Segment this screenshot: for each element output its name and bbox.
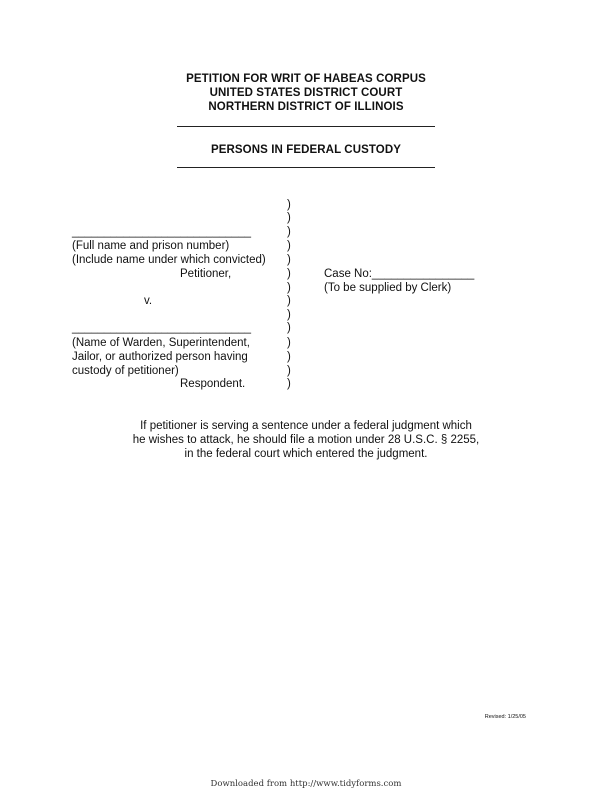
caption-paren: ) <box>287 240 291 252</box>
caption-paren: ) <box>287 226 291 238</box>
caption-paren: ) <box>287 212 291 224</box>
respondent-hint-jailor: Jailor, or authorized person having <box>72 351 248 363</box>
revision-date: Revised: 1/25/05 <box>484 714 526 720</box>
petitioner-role: Petitioner, <box>180 268 232 280</box>
caption-paren: ) <box>287 309 291 321</box>
caption-paren: ) <box>287 351 291 363</box>
instruction-line: If petitioner is serving a sentence under a federal judgment which <box>140 420 472 432</box>
case-number-hint: (To be supplied by Clerk) <box>324 282 452 294</box>
caption-paren: ) <box>287 268 291 280</box>
petitioner-hint-convicted: (Include name under which convicted) <box>72 254 266 266</box>
versus-label: v. <box>144 295 153 307</box>
download-footer: Downloaded from http://www.tidyforms.com <box>210 779 402 789</box>
header-divider-bottom <box>177 167 435 168</box>
caption-paren: ) <box>287 295 291 307</box>
instruction-line: he wishes to attack, he should file a motion under 28 U.S.C. § 2255, <box>132 434 480 446</box>
respondent-role: Respondent. <box>180 378 246 390</box>
court-name: UNITED STATES DISTRICT COURT <box>209 87 403 99</box>
case-number-field[interactable]: Case No:________________ <box>324 268 475 280</box>
district-name: NORTHERN DISTRICT OF ILLINOIS <box>208 101 404 113</box>
form-title: PETITION FOR WRIT OF HABEAS CORPUS <box>186 73 426 85</box>
respondent-hint-custody: custody of petitioner) <box>72 365 179 377</box>
caption-paren: ) <box>287 365 291 377</box>
caption-paren: ) <box>287 254 291 266</box>
respondent-hint-warden: (Name of Warden, Superintendent, <box>72 337 250 349</box>
petitioner-name-blank[interactable]: ____________________________ <box>72 226 252 238</box>
caption-paren: ) <box>287 322 291 334</box>
form-subtitle: PERSONS IN FEDERAL CUSTODY <box>210 144 402 156</box>
caption-paren: ) <box>287 199 291 211</box>
petitioner-hint-name: (Full name and prison number) <box>72 240 230 252</box>
instruction-line: in the federal court which entered the judgment. <box>184 448 428 460</box>
respondent-name-blank[interactable]: ____________________________ <box>72 322 252 334</box>
caption-paren: ) <box>287 378 291 390</box>
caption-paren: ) <box>287 337 291 349</box>
header-divider-top <box>177 126 435 127</box>
caption-paren: ) <box>287 282 291 294</box>
